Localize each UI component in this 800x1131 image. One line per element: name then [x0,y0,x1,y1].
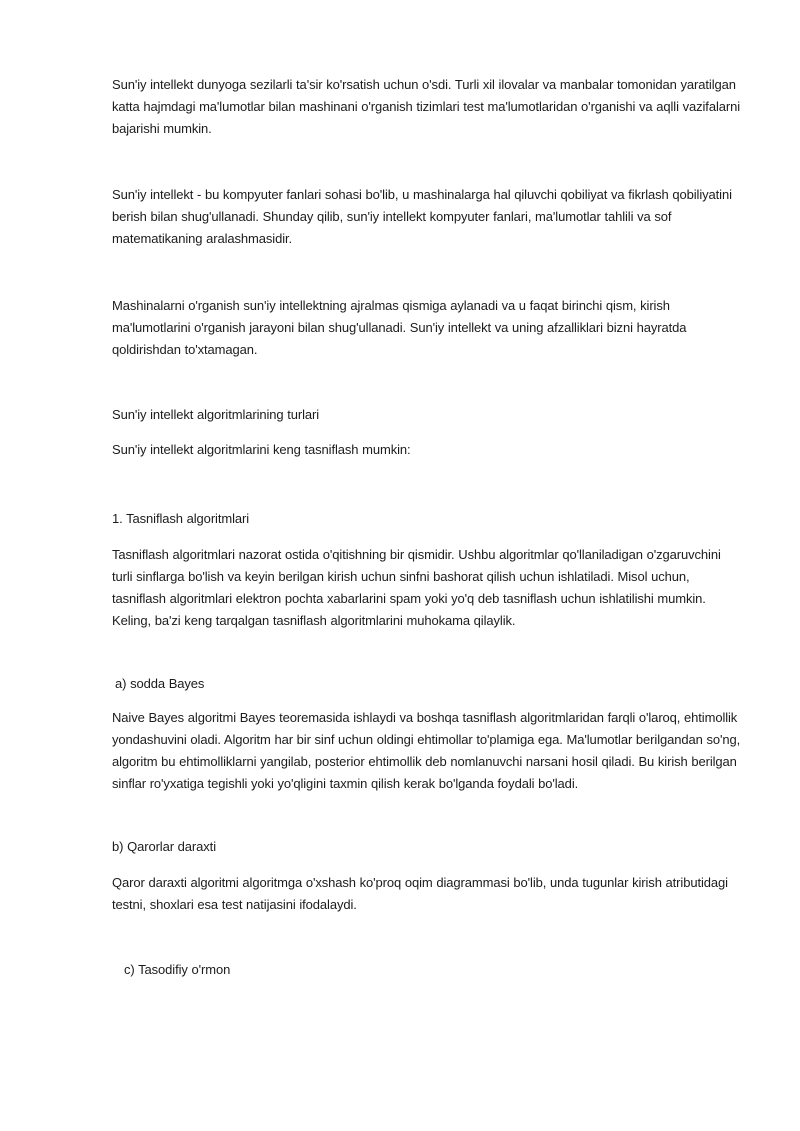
paragraph-classification-lead: Sun'iy intellekt algoritmlarini keng tasniflash mumkin: [112,442,411,457]
heading-random-forest: c) Tasodifiy o'rmon [124,962,231,977]
heading-decision-tree: b) Qarorlar daraxti [112,839,216,854]
paragraph-decision-tree-description: Qaror daraxti algoritmi algoritmga o'xshash ko'proq oqim diagrammasi bo'lib, unda tugunlar kirish atributidagi testni, shoxlari esa test natijasini ifodalaydi. [112,875,728,912]
heading-algorithm-types: Sun'iy intellekt algoritmlarining turlari [112,407,320,422]
paragraph-ai-definition: Sun'iy intellekt - bu kompyuter fanlari sohasi bo'lib, u mashinalarga hal qiluvchi qobiliyat va fikrlash qobiliyatini berish bilan shug'ullanadi. Shunday qilib, sun'iy intellekt kompyuter fanlari, ma'lumotlar tahlili va sof matematikaning aralashmasidir. [112,187,732,246]
paragraph-naive-bayes-description: Naive Bayes algoritmi Bayes teoremasida ishlaydi va boshqa tasniflash algoritmlaridan farqli o'laroq, ehtimollik yondashuvini oladi. Algoritm har bir sinf uchun oldingi ehtimollar to'plamiga ega. Ma'lumotlar berilgandan so'ng, algoritm bu ehtimolliklarni yangilab, posterior ehtimollik deb nomlanuvchi narsani hosil qiladi. Bu kirish berilgan sinflar ro'yxatiga tegishli yoki yo'qligini taxmin qilish kerak bo'lganda foydali bo'ladi. [112,710,741,791]
heading-classification-algorithms: 1. Tasniflash algoritmlari [112,511,250,526]
heading-naive-bayes: a) sodda Bayes [115,676,205,691]
paragraph-machine-learning: Mashinalarni o'rganish sun'iy intellektning ajralmas qismiga aylanadi va u faqat birinchi qism, kirish ma'lumotlarini o'rganish jarayoni bilan shug'ullanadi. Sun'iy intellekt va uning afzalliklari bizni hayratda qoldirishdan to'xtamagan. [112,298,687,357]
paragraph-classification-description: Tasniflash algoritmlari nazorat ostida o'qitishning bir qismidir. Ushbu algoritmlar qo'llaniladigan o'zgaruvchini turli sinflarga bo'lish va keyin berilgan kirish uchun sinfni bashorat qilish uchun ishlatiladi. Misol uchun, tasniflash algoritmlari elektron pochta xabarlarini spam yoki yo'q deb tasniflash uchun ishlatilishi mumkin. Keling, ba'zi keng tarqalgan tasniflash algoritmlarini muhokama qilaylik. [112,547,721,628]
paragraph-ai-impact: Sun'iy intellekt dunyoga sezilarli ta'sir ko'rsatish uchun o'sdi. Turli xil ilovalar va manbalar tomonidan yaratilgan katta hajmdagi ma'lumotlar bilan mashinani o'rganish tizimlari test ma'lumotlaridan o'rganishi va aqlli vazifalarni bajarishi mumkin. [112,77,741,136]
